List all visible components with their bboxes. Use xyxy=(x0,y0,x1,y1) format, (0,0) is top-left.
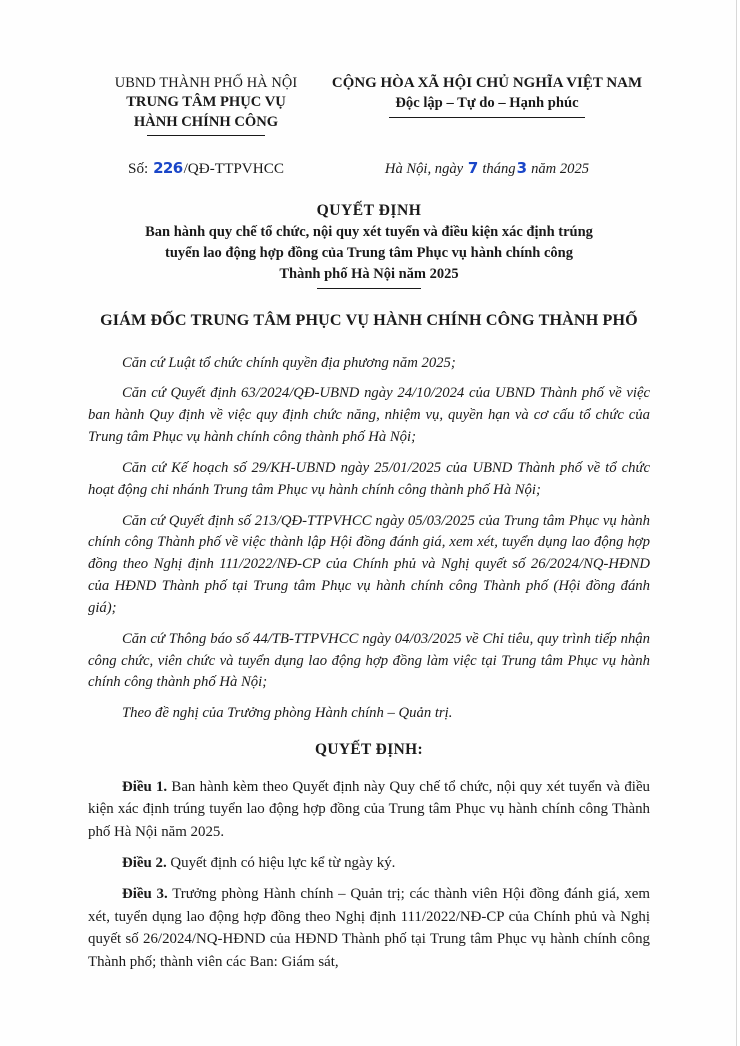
date-month-label: tháng xyxy=(482,161,516,178)
preamble-clause: Căn cứ Luật tổ chức chính quyền địa phương năm 2025; xyxy=(122,354,456,371)
document-title-underline xyxy=(317,288,421,289)
national-title: CỘNG HÒA XÃ HỘI CHỦ NGHĨA VIỆT NAM xyxy=(331,75,643,91)
preamble-clause: Căn cứ Quyết định số 213/QĐ-TTPVHCC ngày 05/03/2025 của Trung tâm Phục vụ hành chính công Thành phố về việc thành lập Hội đồng đánh giá, xem xét, tuyển dụng lao động hợp đồng theo Nghị định 111/2022/NĐ-CP của Chính phủ và Nghị quyết số 26/2024/NQ-HĐND của HĐND Thành phố tại Trung tâm Phục vụ hành chính công Thành phố (Hội đồng đánh giá); xyxy=(88,512,650,616)
document-subject-line-2: tuyển lao động hợp đồng của Trung tâm Phục vụ hành chính công xyxy=(165,244,573,261)
organization-underline xyxy=(147,135,265,136)
article-1 xyxy=(88,776,650,843)
article-2 xyxy=(88,852,650,874)
preamble-clause: Căn cứ Kế hoạch số 29/KH-UBND ngày 25/01/2025 của UBND Thành phố về tổ chức hoạt động chi nhánh Trung tâm Phục vụ hành chính công thành phố Hà Nội; xyxy=(88,459,650,498)
preamble-section xyxy=(88,353,650,725)
document-title-block xyxy=(88,200,650,288)
document-number-suffix: /QĐ-TTPVHCC xyxy=(183,160,284,178)
article-3-text: Trưởng phòng Hành chính – Quản trị; các thành viên Hội đồng đánh giá, xem xét, tuyển dụng lao động hợp đồng theo Nghị định 111/2022/NĐ-CP của Chính phủ và Nghị quyết số 26/2024/NQ-HĐND của HĐND Thành phố tại Trung tâm Phục vụ hành chính công Thành phố; thành viên các Ban: Giám sát, xyxy=(88,886,650,970)
national-motto-underline xyxy=(389,117,585,118)
article-2-text: Quyết định có hiệu lực kể từ ngày ký. xyxy=(166,855,396,872)
document-number-prefix: Số: xyxy=(128,160,149,178)
organization-parent-name: UBND THÀNH PHỐ HÀ NỘI xyxy=(114,75,298,91)
document-type-heading: QUYẾT ĐỊNH xyxy=(316,202,422,220)
organization-name-line1: TRUNG TÂM PHỤC VỤ xyxy=(126,94,286,111)
issuing-authority-heading: GIÁM ĐỐC TRUNG TÂM PHỤC VỤ HÀNH CHÍNH CÔNG THÀNH PHỐ xyxy=(100,311,638,329)
preamble-clause: Căn cứ Quyết định 63/2024/QĐ-UBND ngày 24/10/2024 của UBND Thành phố về việc ban hành Quy định về việc quy định chức năng, nhiệm vụ, quyền hạn và cơ cấu tổ chức của Trung tâm Phục vụ hành chính công thành phố Hà Nội; xyxy=(88,385,650,446)
document-subject-line-3: Thành phố Hà Nội năm 2025 xyxy=(279,265,459,282)
page-content xyxy=(88,0,650,973)
letterhead xyxy=(88,0,650,136)
document-number-handwritten: 226 xyxy=(153,159,183,178)
article-3 xyxy=(88,883,650,972)
date-place-label: Hà Nội, ngày xyxy=(384,161,464,178)
national-motto: Độc lập – Tự do – Hạnh phúc xyxy=(395,94,579,111)
article-2-label: Điều 2. xyxy=(122,855,167,872)
date-year-label: năm 2025 xyxy=(531,161,590,178)
date-day-handwritten: 7 xyxy=(467,159,478,178)
reference-row xyxy=(88,159,650,178)
articles-section xyxy=(88,776,650,973)
organization-name-line2: HÀNH CHÍNH CÔNG xyxy=(133,113,279,130)
preamble-clause: Theo đề nghị của Trưởng phòng Hành chính – Quản trị. xyxy=(122,705,453,722)
document-subject-line-1: Ban hành quy chế tổ chức, nội quy xét tuyển và điều kiện xác định trúng xyxy=(145,223,593,240)
date-month-handwritten: 3 xyxy=(516,159,527,178)
article-3-label: Điều 3. xyxy=(122,886,168,903)
issuing-organization-block xyxy=(88,74,324,136)
article-1-label: Điều 1. xyxy=(122,778,168,795)
operative-heading: QUYẾT ĐỊNH: xyxy=(314,740,424,758)
preamble-clause: Căn cứ Thông báo số 44/TB-TTPVHCC ngày 04/03/2025 về Chỉ tiêu, quy trình tiếp nhận công chức, viên chức và tuyển dụng lao động hợp đồng làm việc tại Trung tâm Phục vụ hành chính công thành phố Hà Nội; xyxy=(88,630,650,691)
document-number xyxy=(88,159,324,178)
document-date xyxy=(324,159,650,178)
national-motto-block xyxy=(324,74,650,118)
article-1-text: Ban hành kèm theo Quyết định này Quy chế tổ chức, nội quy xét tuyển và điều kiện xác định trúng tuyển lao động hợp đồng của Trung tâm Phục vụ hành chính công Thành phố Hà Nội năm 2025. xyxy=(88,778,650,840)
